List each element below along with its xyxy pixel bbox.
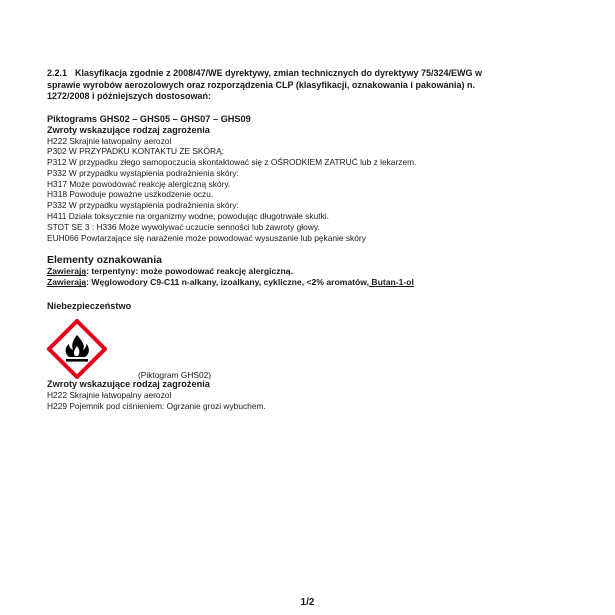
- flame-ghs02-icon: [47, 319, 107, 379]
- hazard-line: STOT SE 3 : H336 Może wywoływać uczucie senności lub zawroty głowy.: [47, 221, 320, 232]
- section-heading-line: sprawie wyrobów aerozolowych oraz rozporządzenia CLP (klasyfikacji, oznakowania i pakowania) n.: [47, 79, 475, 90]
- hazard-line: P302 W PRZYPADKU KONTAKTU ZE SKÓRĄ:: [47, 146, 224, 157]
- hazard-line: H318 Powoduje poważne uszkodzenie oczu.: [47, 189, 214, 200]
- document-body: [47, 68, 567, 412]
- label-hazard-line: H222 Skrajnie łatwopalny aerozol: [47, 390, 172, 401]
- hazard-line: P332 W przypadku wystąpienia podrażnienia skóry:: [47, 200, 239, 211]
- hazard-line: H317 Może powodować reakcję alergiczną skóry.: [47, 178, 231, 189]
- hazard-line: P312 W przypadku złego samopoczucia skontaktować się z OŚRODKIEM ZATRUĆ lub z lekarzem.: [47, 157, 417, 168]
- pictograms-heading: Piktograms GHS02 – GHS05 – GHS07 – GHS09: [47, 113, 251, 124]
- section-number: 2.2.1: [47, 68, 68, 78]
- label-elements-heading: Elementy oznakowania: [47, 254, 162, 267]
- contains-line: Zawierają: Węglowodory C9-C11 n-alkany, izoalkany, cykliczne, <2% aromatów, Butan-1-ol: [47, 277, 414, 288]
- signal-word: Niebezpieczeństwo: [47, 301, 132, 312]
- hazard-line: H411 Działa toksycznie na organizmy wodne, powodując długotrwałe skutki.: [47, 211, 329, 222]
- pictogram-caption: (Piktogram GHS02): [138, 370, 212, 381]
- hazard-line: H222 Skrajnie łatwopalny aerozol: [47, 135, 172, 146]
- hazard-list: [47, 136, 567, 244]
- section-heading: [47, 68, 567, 103]
- hazard-phrases-heading: Zwroty wskazujące rodzaj zagrożenia: [47, 124, 210, 135]
- hazard-line: P332 W przypadku wystąpienia podrażnienia skóry:: [47, 167, 239, 178]
- section-heading-line: 1272/2008 i późniejszych dostosowań:: [47, 91, 212, 101]
- contains-line: Zawierają: terpentyny: może powodować reakcję alergiczną.: [47, 266, 293, 277]
- section-heading-line: 2.2.1 Klasyfikacja zgodnie z 2008/47/WE dyrektywy, zmian technicznych do dyrektywy 75/324/EWG w: [47, 68, 483, 78]
- label-hazard-line: H229 Pojemnik pod ciśnieniem: Ogrzanie grozi wybuchem.: [47, 401, 266, 412]
- label-hazard-heading: Zwroty wskazujące rodzaj zagrożenia: [47, 379, 210, 390]
- page-number: 1/2: [300, 597, 315, 608]
- pictogram-block: [47, 319, 567, 379]
- hazard-line: EUH066 Powtarzające się narażenie może powodować wysuszanie lub pękanie skóry: [47, 232, 366, 243]
